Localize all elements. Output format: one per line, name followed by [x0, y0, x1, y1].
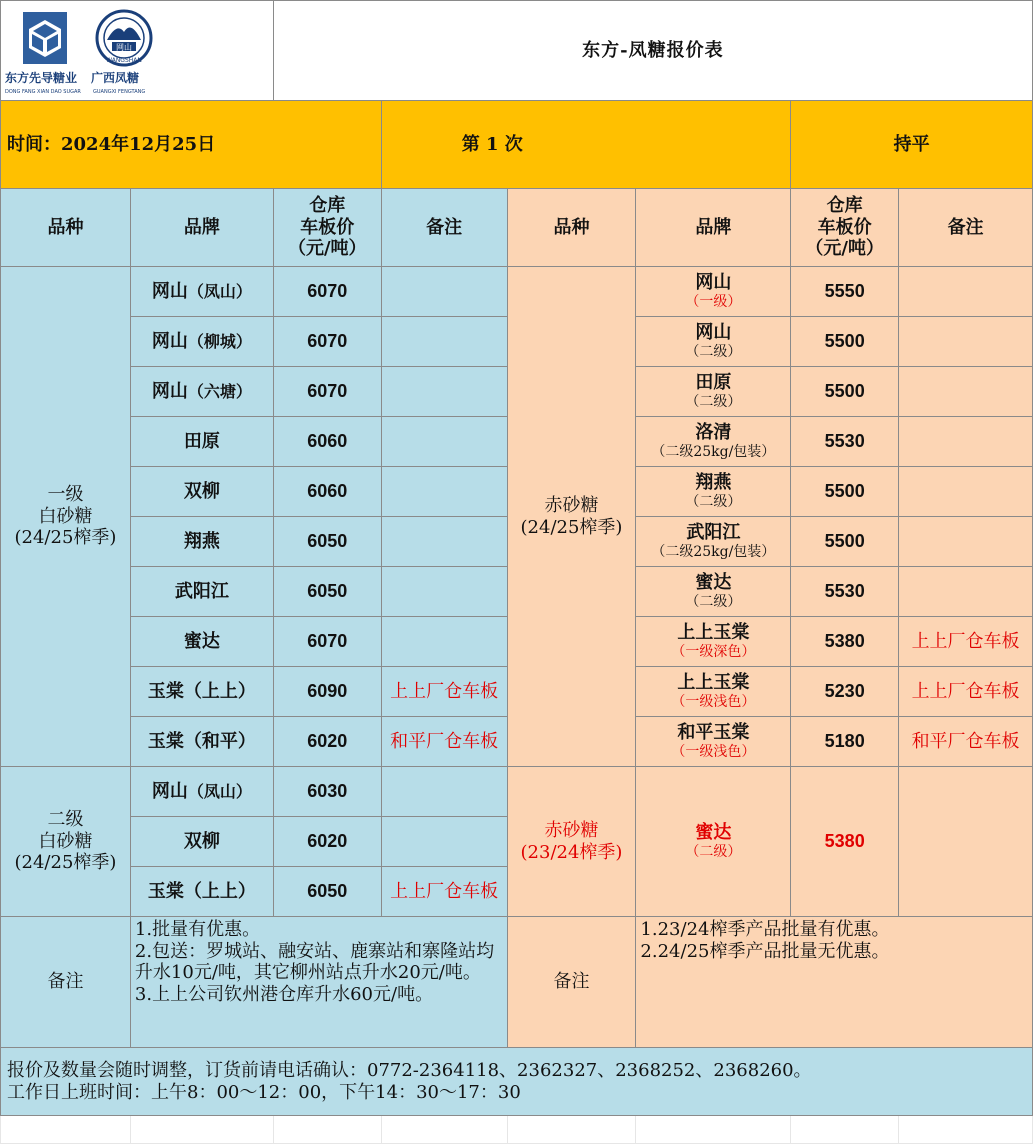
brand-name: 蜜达 [695, 822, 732, 844]
notes-right [636, 917, 1033, 1048]
price-cell: 5530 [791, 417, 899, 467]
quote-date: 时间：2024年12月25日 [1, 101, 382, 189]
footer-row [1, 1048, 1033, 1116]
remark-cell [899, 517, 1033, 567]
price-cell: 6050 [273, 567, 381, 617]
brand-cell [636, 617, 791, 667]
right-logo-pinyin: GUANGXI FENGTANG [93, 88, 146, 95]
remark-cell [381, 267, 507, 317]
blank-cell [381, 1116, 507, 1144]
remark-cell [381, 467, 507, 517]
brand-name: 蜜达 [183, 630, 220, 652]
brand-cell [636, 417, 791, 467]
price-cell: 6060 [273, 417, 381, 467]
price-cell: 6070 [273, 367, 381, 417]
blank-row [1, 1116, 1033, 1144]
header-price-left: 仓库 车板价 （元/吨） [273, 189, 381, 267]
brand-origin: （六塘） [187, 381, 252, 401]
header-brand-right: 品牌 [636, 189, 791, 267]
price-cell: 5550 [791, 267, 899, 317]
brand-grade: （一级深色） [671, 643, 756, 660]
price-cell: 6050 [273, 517, 381, 567]
brand-grade: （二级25kg/包装） [651, 443, 776, 460]
brand-cell [130, 467, 273, 517]
remark-cell [899, 467, 1033, 517]
brand-cell [130, 617, 273, 667]
brand-cell [130, 317, 273, 367]
price-cell: 5500 [791, 317, 899, 367]
remark-cell: 上上厂仓车板 [899, 617, 1033, 667]
wangshan-seal-icon [97, 11, 151, 65]
brand-name: 网山 [151, 330, 188, 352]
brand-name: 双柳 [183, 480, 220, 502]
remark-cell: 上上厂仓车板 [899, 667, 1033, 717]
price-cell: 6020 [273, 717, 381, 767]
remark-cell [381, 817, 507, 867]
blank-cell [130, 1116, 273, 1144]
remark-cell [381, 567, 507, 617]
brand-cell [636, 367, 791, 417]
price-cell: 6070 [273, 267, 381, 317]
brand-cell [130, 867, 273, 917]
page-title: 东方-凤糖报价表 [273, 1, 1032, 101]
remark-cell: 上上厂仓车板 [381, 667, 507, 717]
header-price-right: 仓库 车板价 （元/吨） [791, 189, 899, 267]
header-remark-right: 备注 [899, 189, 1033, 267]
brand-cell [636, 317, 791, 367]
brand-name: 翔燕 [183, 530, 220, 552]
brand-name: 田原 [183, 430, 220, 452]
table-row [1, 267, 1033, 317]
remark-cell: 上上厂仓车板 [381, 867, 507, 917]
brand-name: 网山 [695, 322, 732, 344]
brand-origin: （凤山） [187, 781, 252, 801]
note-item: 2.24/25榨季产品批量无优惠。 [640, 940, 890, 962]
price-cell: 5500 [791, 517, 899, 567]
brand-name: 上上玉棠 [677, 622, 750, 644]
brand-name: 双柳 [183, 830, 220, 852]
price-trend: 持平 [791, 101, 1033, 189]
brand-cell [130, 517, 273, 567]
brand-name: 网山 [695, 272, 732, 294]
brand-name: 上上玉棠 [677, 672, 750, 694]
price-cell: 6050 [273, 867, 381, 917]
note-item: 1.批量有优惠。 [134, 919, 261, 940]
brand-name: 和平玉棠 [677, 722, 750, 744]
brand-cell [636, 267, 791, 317]
variety-label: 赤砂糖 (24/25榨季) [507, 267, 636, 767]
seal-text: 网山 [116, 42, 132, 52]
left-logo-pinyin: DONG FANG XIAN DAO SUGAR [5, 88, 81, 95]
price-cell: 5380 [791, 767, 899, 917]
brand-cell [636, 767, 791, 917]
brand-grade: （一级） [685, 293, 742, 310]
brand-cell [636, 717, 791, 767]
remark-cell [899, 317, 1033, 367]
brand-cell [636, 467, 791, 517]
quote-round: 第 1 次 [381, 101, 791, 189]
brand-name: 洛清 [695, 422, 732, 444]
right-logo-name: 广西凤糖 [91, 70, 140, 85]
brand-grade: （一级浅色） [671, 693, 756, 710]
brand-name: 网山 [151, 380, 188, 402]
price-cell: 6070 [273, 617, 381, 667]
seal-ring-text: WANGSHAN [106, 56, 142, 64]
price-cell: 5500 [791, 367, 899, 417]
price-cell: 5230 [791, 667, 899, 717]
brand-grade: （二级） [685, 843, 742, 860]
dongfang-logo-icon [23, 12, 67, 64]
remark-cell: 和平厂仓车板 [381, 717, 507, 767]
price-cell: 6090 [273, 667, 381, 717]
blank-cell [507, 1116, 636, 1144]
brand-grade: （二级） [685, 393, 742, 410]
variety-label: 赤砂糖 (23/24榨季) [507, 767, 636, 917]
remark-cell [899, 767, 1033, 917]
brand-origin: （凤山） [187, 281, 252, 301]
footer-phone-line: 报价及数量会随时调整，订货前请电话确认：0772-2364118、2362327、2368252、2368260。 [7, 1059, 812, 1081]
brand-cell [130, 767, 273, 817]
logos-icon [1, 2, 161, 100]
brand-cell [130, 567, 273, 617]
brand-name: 武阳江 [686, 522, 741, 544]
remark-cell: 和平厂仓车板 [899, 717, 1033, 767]
price-cell: 6060 [273, 467, 381, 517]
brand-grade: （二级） [685, 493, 742, 510]
remark-cell [381, 617, 507, 667]
brand-name: 玉棠（上上） [147, 680, 256, 702]
blank-cell [791, 1116, 899, 1144]
remark-cell [381, 367, 507, 417]
brand-cell [130, 817, 273, 867]
table-row [1, 767, 1033, 817]
brand-name: 蜜达 [695, 572, 732, 594]
brand-origin: （柳城） [187, 331, 252, 351]
remark-cell [381, 317, 507, 367]
notes-label-right: 备注 [507, 917, 636, 1048]
brand-cell [130, 367, 273, 417]
brand-cell [130, 267, 273, 317]
brand-name: 玉棠（和平） [147, 730, 256, 752]
brand-cell [636, 517, 791, 567]
remark-cell [899, 267, 1033, 317]
notes-row [1, 917, 1033, 1048]
brand-name: 翔燕 [695, 472, 732, 494]
price-cell: 5380 [791, 617, 899, 667]
brand-cell [130, 417, 273, 467]
remark-cell [381, 517, 507, 567]
header-remark-left: 备注 [381, 189, 507, 267]
blank-cell [899, 1116, 1033, 1144]
brand-grade: （二级） [685, 593, 742, 610]
brand-cell [636, 567, 791, 617]
header-brand-left: 品牌 [130, 189, 273, 267]
left-logo-name: 东方先导糖业 [5, 70, 78, 85]
header-variety-right: 品种 [507, 189, 636, 267]
brand-grade: （二级25kg/包装） [651, 543, 776, 560]
blank-cell [636, 1116, 791, 1144]
brand-name: 武阳江 [174, 580, 229, 602]
price-cell: 5500 [791, 467, 899, 517]
remark-cell [899, 417, 1033, 467]
price-cell: 5180 [791, 717, 899, 767]
brand-cell [636, 667, 791, 717]
note-item: 1.23/24榨季产品批量有优惠。 [640, 919, 890, 940]
brand-cell [130, 717, 273, 767]
note-item: 2.包送：罗城站、融安站、鹿寨站和寨隆站均升水10元/吨，其它柳州站点升水20元/吨。 [134, 940, 495, 984]
brand-name: 网山 [151, 780, 188, 802]
remark-cell [899, 367, 1033, 417]
notes-left [130, 917, 507, 1048]
price-cell: 6030 [273, 767, 381, 817]
brand-grade: （二级） [685, 343, 742, 360]
logo-cell [1, 1, 274, 101]
note-item: 3.上上公司钦州港仓库升水60元/吨。 [134, 983, 434, 1005]
blank-cell [273, 1116, 381, 1144]
brand-name: 网山 [151, 280, 188, 302]
remark-cell [899, 567, 1033, 617]
brand-grade: （一级浅色） [671, 743, 756, 760]
brand-cell [130, 667, 273, 717]
price-cell: 5530 [791, 567, 899, 617]
blank-cell [1, 1116, 131, 1144]
header-variety-left: 品种 [1, 189, 131, 267]
price-cell: 6020 [273, 817, 381, 867]
variety-label: 二级 白砂糖 (24/25榨季) [1, 767, 131, 917]
variety-label: 一级 白砂糖 (24/25榨季) [1, 267, 131, 767]
notes-label-left: 备注 [1, 917, 131, 1048]
footer-contact [1, 1048, 1033, 1116]
price-cell: 6070 [273, 317, 381, 367]
remark-cell [381, 767, 507, 817]
footer-hours-line: 工作日上班时间：上午8：00～12：00，下午14：30～17：30 [7, 1081, 521, 1103]
brand-name: 田原 [695, 372, 732, 394]
remark-cell [381, 417, 507, 467]
brand-name: 玉棠（上上） [147, 880, 256, 902]
